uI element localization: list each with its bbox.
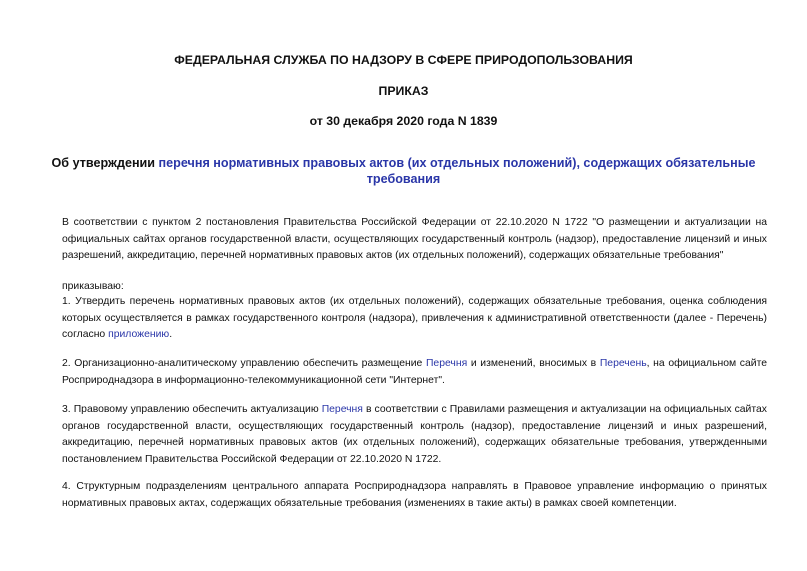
title-list-link[interactable]: перечня нормативных правовых актов (их отдельных положений), содержащих обязательные требования bbox=[158, 156, 756, 186]
item-2 bbox=[62, 356, 767, 389]
item-4 bbox=[62, 479, 767, 512]
document-title bbox=[40, 155, 767, 187]
list-link-3[interactable]: Перечня bbox=[321, 404, 363, 415]
item-4-text: 4. Структурным подразделениям центрального аппарата Росприроднадзора направлять в Правовое управление информацию о принятых нормативных правовых актах, содержащих обязательные требования (изменениях в такие акты) в рамках своей компетенции. bbox=[62, 481, 767, 509]
title-prefix: Об утверждении bbox=[51, 156, 159, 170]
item-1 bbox=[62, 294, 767, 344]
document-type: ПРИКАЗ bbox=[378, 84, 429, 98]
item-1-end: . bbox=[169, 329, 173, 340]
preamble-paragraph bbox=[62, 215, 767, 265]
item-2-text-c: , на официальном сайте Росприроднадзора в информационно-телекоммуникационной сети "Интернет". bbox=[62, 358, 767, 386]
item-1-text: 1. Утвердить перечень нормативных правовых актов (их отдельных положений), содержащих обязательные требования, оценка соблюдения которых осуществляется в рамках государственного контроля (надзора), привлечения к административной ответственности (далее - Перечень) согласно bbox=[62, 296, 767, 340]
document-date-number: от 30 декабря 2020 года N 1839 bbox=[309, 114, 498, 128]
order-word-text: приказываю: bbox=[62, 281, 124, 292]
appendix-link[interactable]: приложению bbox=[108, 329, 170, 340]
item-2-text-b: и изменений, вносимых в bbox=[467, 358, 600, 369]
preamble-text: В соответствии с пунктом 2 постановления Правительства Российской Федерации от 22.10.2020 N 1722 "О размещении и актуализации на официальных сайтах органов государственной власти, осуществляющих государственный контроль (надзор), предоставление лицензий и иных разрешений, аккредитацию, перечней нормативных правовых актов (их отдельных положений), содержащих обязательные требования" bbox=[62, 217, 767, 261]
list-link-1[interactable]: Перечня bbox=[425, 358, 468, 369]
item-3 bbox=[62, 402, 767, 468]
list-link-2[interactable]: Перечень bbox=[599, 358, 647, 369]
item-3-text-a: 3. Правовому управлению обеспечить актуализацию bbox=[62, 404, 322, 415]
item-3-text-b: в соответствии с Правилами размещения и актуализации на официальных сайтах органов государственной власти, осуществляющих государственный контроль (надзор), предоставление лицензий и иных разрешений, аккредитацию, перечней нормативных правовых актов (их отдельных положений), содержащих обязательные требования, утвержденными постановлением Правительства Российской Федерации от 22.10.2020 N 1722. bbox=[62, 404, 767, 465]
agency-heading: ФЕДЕРАЛЬНАЯ СЛУЖБА ПО НАДЗОРУ В СФЕРЕ ПРИРОДОПОЛЬЗОВАНИЯ bbox=[174, 53, 633, 67]
item-2-text-a: 2. Организационно-аналитическому управлению обеспечить размещение bbox=[62, 358, 426, 369]
